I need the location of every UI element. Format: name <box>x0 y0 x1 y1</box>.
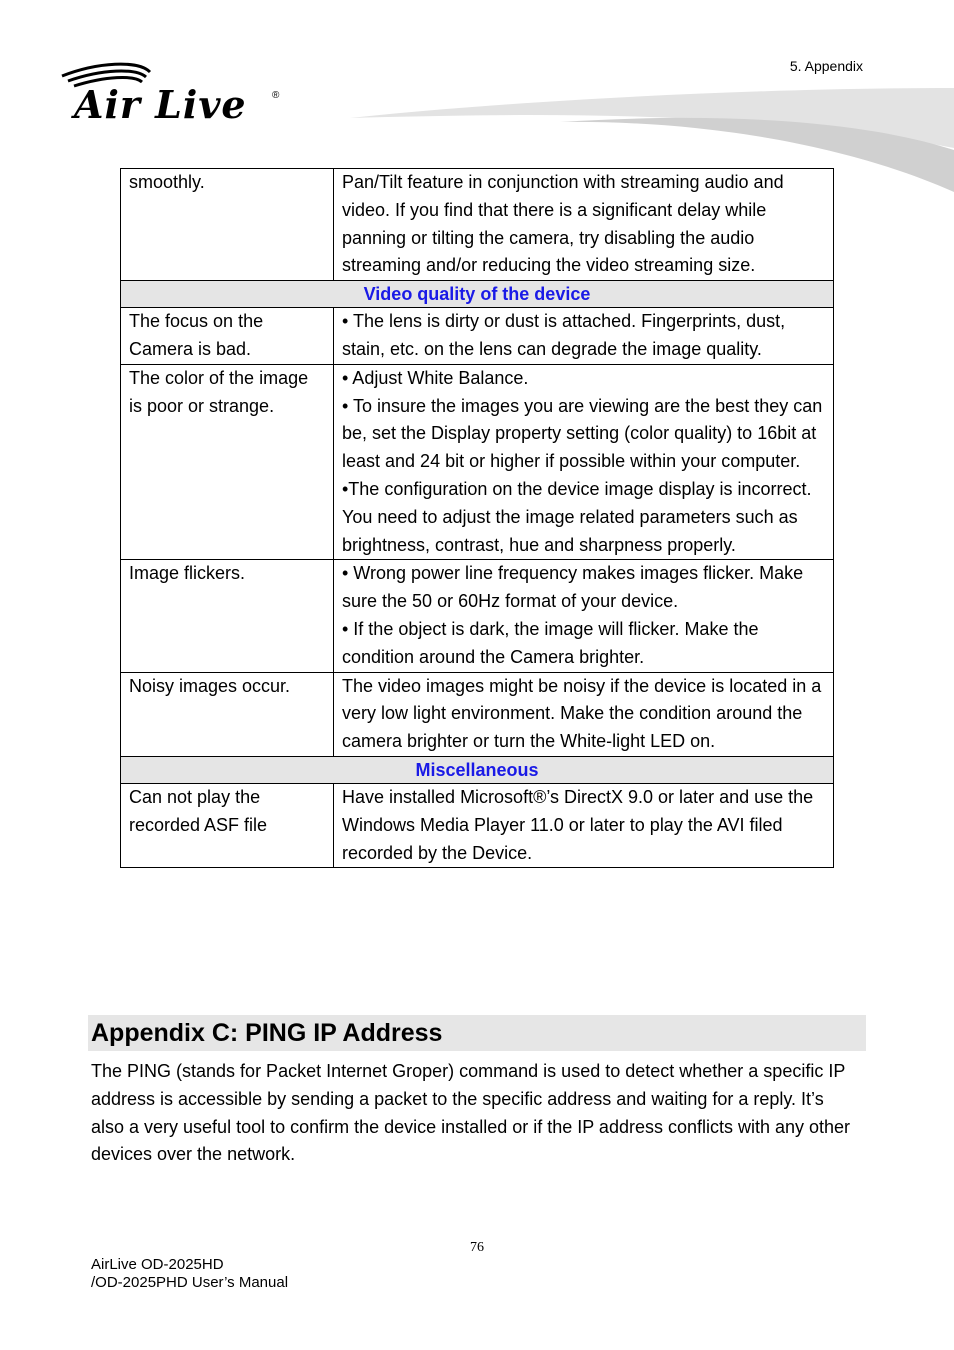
solution-cell <box>334 364 834 560</box>
solution-cell <box>334 783 834 867</box>
solution-paragraph: The video images might be noisy if the device is located in a very low light environment. Make the condition around the camera brighter or turn the White-light LED on. <box>342 675 822 752</box>
appendix-title: Appendix C: PING IP Address <box>88 1015 866 1051</box>
airlive-logo <box>58 60 288 130</box>
solution-cell <box>334 169 834 281</box>
solution-paragraph: • If the object is dark, the image will flicker. Make the condition around the Camera brighter. <box>342 618 759 667</box>
appendix-body-text: The PING (stands for Packet Internet Groper) command is used to detect whether a specific IP address is accessible by sending a packet to the specific address and waiting for a reply. It’s also a very useful tool to confirm the device installed or if the IP address conflicts with any other devices over the network. <box>91 1061 851 1165</box>
category-row <box>121 281 834 308</box>
table-row <box>121 783 834 867</box>
footer-product: AirLive OD-2025HD <box>91 1256 224 1273</box>
category-label: Video quality of the device <box>121 281 834 308</box>
problem-cell: smoothly. <box>121 169 334 281</box>
troubleshooting-table <box>120 168 834 868</box>
solution-paragraph: • Adjust White Balance. <box>342 367 529 388</box>
problem-cell: The color of the image is poor or strange. <box>121 364 334 560</box>
footer <box>91 1256 288 1292</box>
solution-cell <box>334 308 834 365</box>
solution-cell <box>334 560 834 672</box>
problem-cell: Noisy images occur. <box>121 672 334 756</box>
problem-cell: Image flickers. <box>121 560 334 672</box>
category-label: Miscellaneous <box>121 756 834 783</box>
table-row <box>121 672 834 756</box>
table-row <box>121 560 834 672</box>
solution-paragraph: • The lens is dirty or dust is attached. Fingerprints, dust, stain, etc. on the lens can degrade the image quality. <box>342 311 786 359</box>
problem-cell: Can not play the recorded ASF file <box>121 783 334 867</box>
solution-paragraph: Have installed Microsoft®’s DirectX 9.0 or later and use the Windows Media Player 11.0 or later to play the AVI filed recorded by the Device. <box>342 786 814 863</box>
solution-paragraph: • To insure the images you are viewing are the best they can be, set the Display property setting (color quality) to 16bit at least and 24 bit or higher if possible within your computer. <box>342 395 823 472</box>
solution-paragraph: • Wrong power line frequency makes images flicker. Make sure the 50 or 60Hz format of your device. <box>342 563 804 612</box>
table-row <box>121 308 834 365</box>
problem-cell: The focus on the Camera is bad. <box>121 308 334 365</box>
footer-manual: /OD-2025PHD User’s Manual <box>91 1274 289 1291</box>
category-row <box>121 756 834 783</box>
table-row <box>121 169 834 281</box>
logo-registered-mark: ® <box>272 90 280 101</box>
solution-paragraph: Pan/Tilt feature in conjunction with streaming audio and video. If you find that there is a significant delay while panning or tilting the camera, try disabling the audio streaming and/or reducing the video streaming size. <box>342 172 784 276</box>
page-number: 76 <box>470 1240 484 1255</box>
logo-text: Air Live <box>74 82 247 127</box>
solution-cell <box>334 672 834 756</box>
solution-paragraph: •The configuration on the device image display is incorrect. You need to adjust the image related parameters such as brightness, contrast, hue and sharpness properly. <box>342 478 812 555</box>
table-row <box>121 364 834 560</box>
section-label: 5. Appendix <box>789 58 863 74</box>
